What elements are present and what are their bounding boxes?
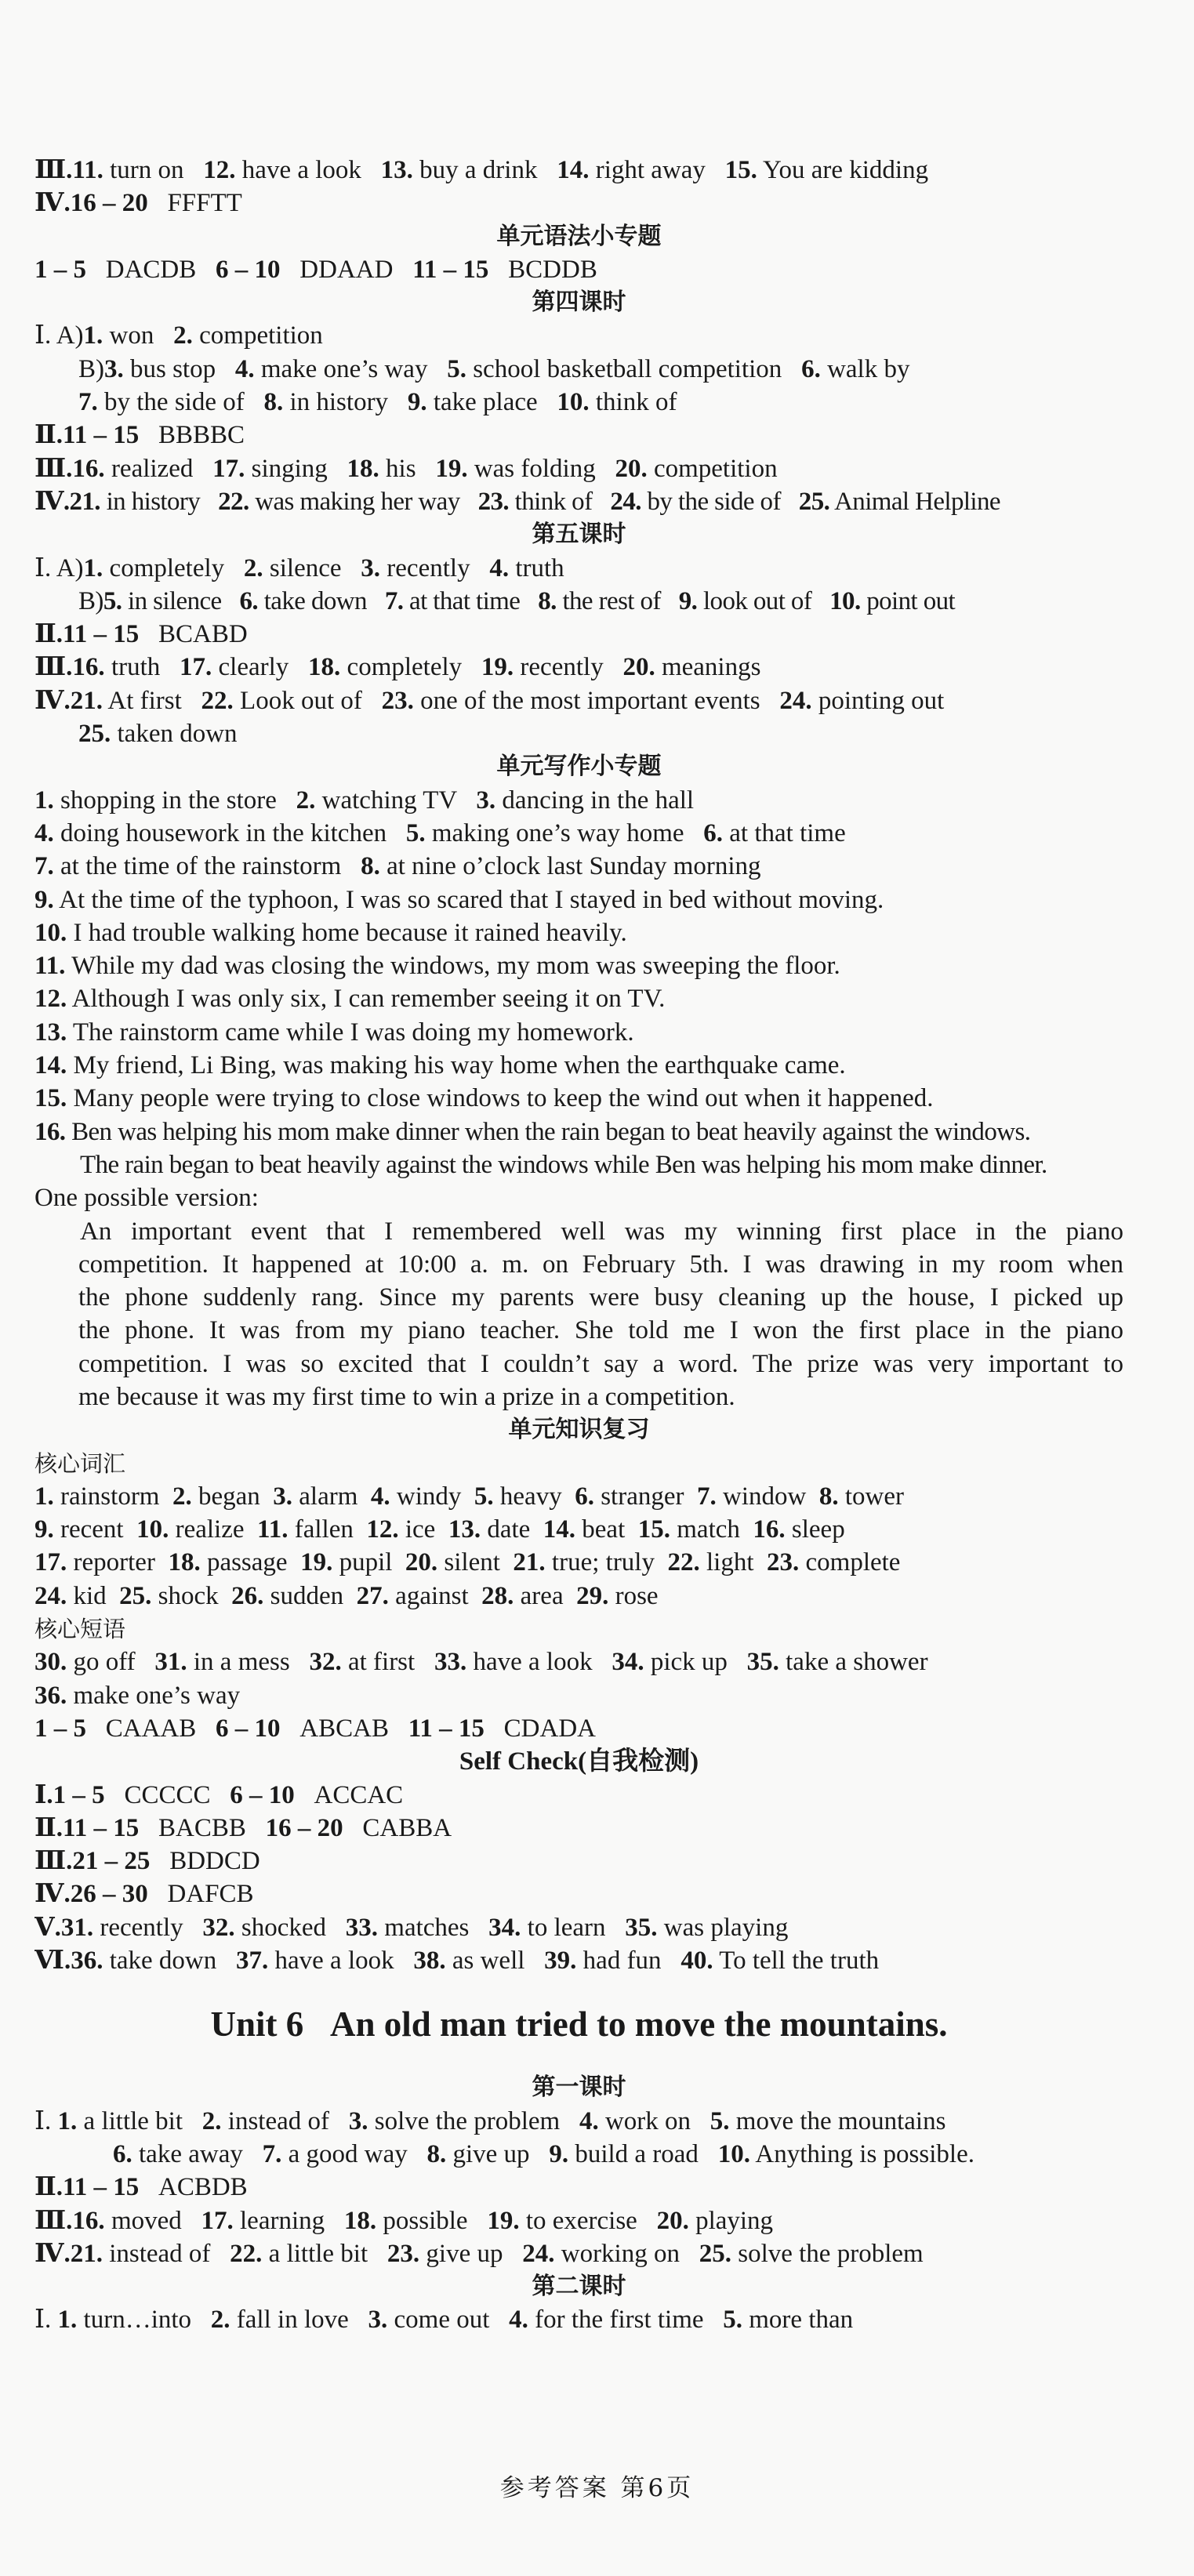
page-footer: 参考答案 第6页 bbox=[499, 2474, 695, 2502]
answer-line: Ⅱ.11 – 15 BCABD bbox=[34, 620, 248, 649]
answer-line: me because it was my first time to win a prize in a competition. bbox=[78, 1382, 735, 1411]
answer-line: Ⅰ.1 – 5 CCCCC 6 – 10 ACCAC bbox=[34, 1780, 404, 1809]
answer-line: Ⅰ. A)1. won 2. competition bbox=[34, 321, 323, 350]
answer-line: Ⅲ.16. moved 17. learning 18. possible 19. to exercise 20. playing bbox=[34, 2206, 774, 2235]
answer-line: 16. Ben was helping his mom make dinner when the rain began to beat heavily against the windows. bbox=[34, 1117, 1031, 1146]
answer-line: Ⅳ.26 – 30 DAFCB bbox=[34, 1880, 254, 1909]
answer-line: Ⅳ.21. instead of 22. a little bit 23. give up 24. working on 25. solve the problem bbox=[34, 2239, 924, 2268]
answer-line: The rain began to beat heavily against the windows while Ben was helping his mom make dinner. bbox=[80, 1150, 1047, 1179]
answer-line: the phone. It was from my piano teacher. She told me I won the first place in the piano bbox=[78, 1316, 1123, 1345]
answer-line: 15. Many people were trying to close windows to keep the wind out when it happened. bbox=[34, 1084, 934, 1113]
answer-line: 17. reporter 18. passage 19. pupil 20. silent 21. true; truly 22. light 23. complete bbox=[34, 1548, 901, 1577]
answer-line: 9. At the time of the typhoon, I was so scared that I stayed in bed without moving. bbox=[34, 885, 884, 914]
answer-line: Ⅰ. 1. turn…into 2. fall in love 3. come out 4. for the first time 5. more than bbox=[34, 2306, 854, 2335]
section-heading: 第五课时 bbox=[532, 521, 626, 549]
answer-line: 1. shopping in the store 2. watching TV 3. dancing in the hall bbox=[34, 785, 695, 815]
answer-line: 25. taken down bbox=[78, 720, 238, 749]
answer-line: One possible version: bbox=[34, 1184, 259, 1213]
answer-line: B)3. bus stop 4. make one’s way 5. school basketball competition 6. walk by bbox=[78, 354, 910, 383]
section-heading: 单元知识复习 bbox=[508, 1416, 650, 1444]
answer-line: competition. It happened at 10:00 a. m. on February 5th. I was drawing in my room when bbox=[78, 1250, 1123, 1279]
answer-line: 1 – 5 DACDB 6 – 10 DDAAD 11 – 15 BCDDB bbox=[34, 255, 597, 284]
answer-content bbox=[34, 154, 1123, 2337]
answer-line: 核心短语 bbox=[34, 1616, 126, 1643]
answer-line: 4. doing housework in the kitchen 5. making one’s way home 6. at that time bbox=[34, 818, 846, 847]
answer-line: 6. take away 7. a good way 8. give up 9. build a road 10. Anything is possible. bbox=[113, 2139, 974, 2168]
answer-line: 1. rainstorm 2. began 3. alarm 4. windy 5. heavy 6. stranger 7. window 8. tower bbox=[34, 1482, 904, 1511]
answer-line: competition. I was so excited that I couldn’t say a word. The prize was very important to bbox=[78, 1349, 1123, 1378]
answer-line: the phone suddenly rang. Since my parents were busy cleaning up the house, I picked up bbox=[78, 1283, 1123, 1312]
section-heading: Self Check(自我检测) bbox=[459, 1747, 699, 1776]
answer-line: Ⅲ.16. truth 17. clearly 18. completely 19. recently 20. meanings bbox=[34, 653, 761, 682]
section-heading: 第二课时 bbox=[532, 2273, 626, 2301]
answer-line: 24. kid 25. shock 26. sudden 27. against 28. area 29. rose bbox=[34, 1581, 659, 1610]
answer-line: 核心词汇 bbox=[34, 1449, 126, 1477]
answer-line: Ⅴ.31. recently 32. shocked 33. matches 34. to learn 35. was playing bbox=[34, 1913, 789, 1942]
answer-line: 14. My friend, Li Bing, was making his way home when the earthquake came. bbox=[34, 1051, 846, 1080]
answer-line: Ⅳ.16 – 20 FFFTT bbox=[34, 189, 242, 218]
unit-title: Unit 6 An old man tried to move the mountains. bbox=[210, 2005, 948, 2044]
answer-line: An important event that I remembered well was my winning first place in the piano bbox=[80, 1217, 1123, 1246]
answer-line: 36. make one’s way bbox=[34, 1681, 241, 1710]
answer-line: 10. I had trouble walking home because it rained heavily. bbox=[34, 918, 627, 947]
section-heading: 单元语法小专题 bbox=[496, 222, 662, 250]
answer-line: Ⅱ.11 – 15 ACBDB bbox=[34, 2173, 248, 2202]
answer-line: Ⅱ.11 – 15 BACBB 16 – 20 CABBA bbox=[34, 1813, 452, 1842]
answer-line: 12. Although I was only six, I can remember seeing it on TV. bbox=[34, 985, 666, 1014]
answer-line: Ⅳ.21. in history 22. was making her way 23. think of 24. by the side of 25. Animal Helpline bbox=[34, 487, 1000, 516]
answer-line: 7. by the side of 8. in history 9. take place 10. think of bbox=[78, 388, 677, 417]
answer-line: 9. recent 10. realize 11. fallen 12. ice 13. date 14. beat 15. match 16. sleep bbox=[34, 1515, 845, 1544]
answer-line: Ⅵ.36. take down 37. have a look 38. as well 39. had fun 40. To tell the truth bbox=[34, 1947, 880, 1976]
answer-line: Ⅲ.11. turn on 12. have a look 13. buy a drink 14. right away 15. You are kidding bbox=[34, 156, 929, 184]
answer-line: 13. The rainstorm came while I was doing my homework. bbox=[34, 1018, 634, 1047]
answer-line: 7. at the time of the rainstorm 8. at nine o’clock last Sunday morning bbox=[34, 852, 761, 881]
answer-line: B)5. in silence 6. take down 7. at that time 8. the rest of 9. look out of 10. point out bbox=[78, 586, 956, 615]
answer-line: 30. go off 31. in a mess 32. at first 33. have a look 34. pick up 35. take a shower bbox=[34, 1648, 928, 1677]
answer-line: Ⅲ.16. realized 17. singing 18. his 19. was folding 20. competition bbox=[34, 454, 778, 483]
answer-line: 1 – 5 CAAAB 6 – 10 ABCAB 11 – 15 CDADA bbox=[34, 1714, 597, 1743]
answer-line: 11. While my dad was closing the windows, my mom was sweeping the floor. bbox=[34, 952, 840, 981]
answer-line: Ⅳ.21. At first 22. Look out of 23. one of the most important events 24. pointing out bbox=[34, 686, 945, 715]
answer-line: Ⅰ. A)1. completely 2. silence 3. recently 4. truth bbox=[34, 553, 564, 582]
section-heading: 第四课时 bbox=[532, 288, 626, 317]
answer-line: Ⅱ.11 – 15 BBBBC bbox=[34, 421, 245, 450]
section-heading: 第一课时 bbox=[532, 2073, 626, 2102]
section-heading: 单元写作小专题 bbox=[496, 753, 662, 781]
answer-line: Ⅲ.21 – 25 BDDCD bbox=[34, 1847, 260, 1876]
answer-line: Ⅰ. 1. a little bit 2. instead of 3. solve the problem 4. work on 5. move the mountains bbox=[34, 2106, 946, 2135]
